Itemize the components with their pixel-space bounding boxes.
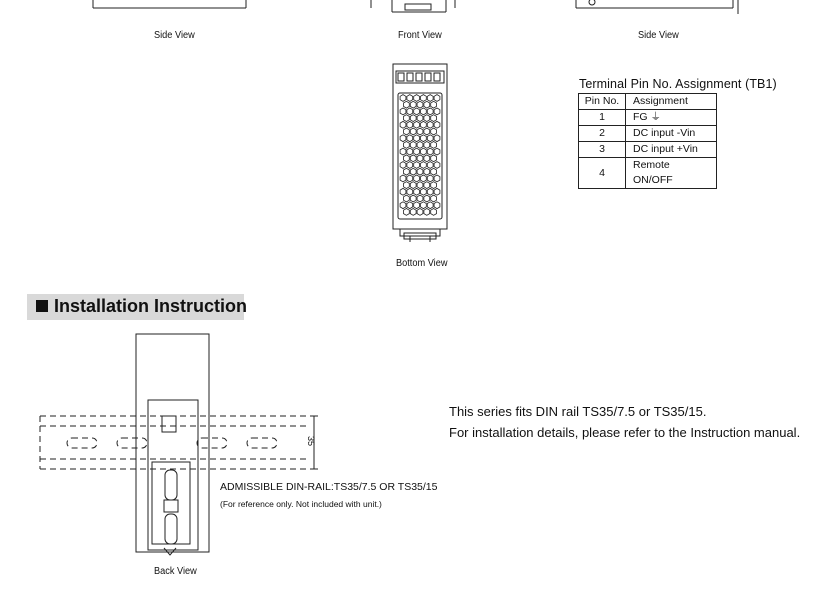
rail-reference-note: (For reference only. Not included with unit.) bbox=[220, 499, 382, 509]
vent-hole bbox=[434, 121, 440, 128]
vent-hole bbox=[431, 101, 437, 108]
back-view-caption: Back View bbox=[154, 566, 197, 577]
vent-hole bbox=[400, 148, 406, 155]
vent-hole bbox=[407, 121, 413, 128]
side-view-right-caption: Side View bbox=[638, 30, 679, 41]
vent-hole bbox=[431, 142, 437, 149]
vent-hole bbox=[427, 202, 433, 209]
vent-hole bbox=[424, 128, 430, 135]
din-rail-drawing bbox=[40, 416, 310, 469]
vent-hole bbox=[400, 108, 406, 115]
vent-hole bbox=[431, 128, 437, 135]
rail-dimension-label: 35 bbox=[306, 436, 316, 447]
vent-hole bbox=[431, 182, 437, 189]
vent-hole bbox=[431, 209, 437, 216]
vent-hole bbox=[417, 195, 423, 202]
vent-hole bbox=[424, 142, 430, 149]
vent-hole bbox=[427, 121, 433, 128]
vent-hole bbox=[407, 188, 413, 195]
front-view-drawing bbox=[371, 0, 455, 12]
header-assignment: Assignment bbox=[626, 94, 717, 110]
vent-hole bbox=[407, 95, 413, 102]
vent-hole bbox=[421, 202, 427, 209]
section-bullet-icon bbox=[36, 300, 48, 312]
vent-hole bbox=[421, 188, 427, 195]
vent-hole bbox=[407, 162, 413, 169]
vent-hole bbox=[404, 182, 410, 189]
table-row bbox=[579, 126, 717, 142]
vent-hole bbox=[410, 168, 416, 175]
vent-hole bbox=[407, 135, 413, 142]
vent-hole bbox=[404, 142, 410, 149]
vent-hole bbox=[400, 162, 406, 169]
vent-hole bbox=[434, 148, 440, 155]
vent-hole bbox=[424, 101, 430, 108]
header-pin-no: Pin No. bbox=[579, 94, 626, 110]
vent-hole bbox=[424, 195, 430, 202]
vent-hole bbox=[431, 115, 437, 122]
vent-hole bbox=[417, 168, 423, 175]
vent-hole bbox=[427, 135, 433, 142]
vent-hole bbox=[404, 209, 410, 216]
vent-hole bbox=[407, 175, 413, 182]
vent-hole bbox=[414, 108, 420, 115]
vent-hole bbox=[421, 95, 427, 102]
vent-hole bbox=[427, 188, 433, 195]
vent-hole bbox=[400, 188, 406, 195]
install-info-line2: For installation details, please refer to the Instruction manual. bbox=[449, 425, 801, 440]
vent-hole bbox=[427, 148, 433, 155]
vent-hole bbox=[404, 155, 410, 162]
section-title: Installation Instruction bbox=[54, 296, 248, 316]
vent-hole bbox=[414, 202, 420, 209]
side-view-left-caption: Side View bbox=[154, 30, 195, 41]
pin-table-title: Terminal Pin No. Assignment (TB1) bbox=[579, 77, 777, 91]
vent-hole bbox=[434, 188, 440, 195]
vent-hole bbox=[407, 202, 413, 209]
vent-hole bbox=[400, 121, 406, 128]
vent-hole bbox=[424, 155, 430, 162]
vent-hole bbox=[400, 95, 406, 102]
vent-hole bbox=[400, 175, 406, 182]
vent-hole bbox=[414, 121, 420, 128]
vent-hole bbox=[427, 95, 433, 102]
vent-hole bbox=[421, 121, 427, 128]
side-view-left-drawing bbox=[93, 0, 246, 8]
vent-hole bbox=[410, 209, 416, 216]
back-view-drawing bbox=[136, 334, 209, 555]
vent-hole bbox=[417, 142, 423, 149]
vent-hole bbox=[407, 108, 413, 115]
vent-hole bbox=[434, 95, 440, 102]
vent-hole bbox=[427, 162, 433, 169]
vent-hole bbox=[427, 175, 433, 182]
pin-cell: 3 bbox=[579, 142, 626, 158]
table-row bbox=[579, 110, 717, 126]
bottom-view-caption: Bottom View bbox=[396, 258, 448, 269]
assignment-cell: FG ⏚ bbox=[626, 110, 717, 126]
pin-cell: 1 bbox=[579, 110, 626, 126]
vent-hole bbox=[421, 162, 427, 169]
vent-hole bbox=[414, 135, 420, 142]
vent-hole bbox=[400, 202, 406, 209]
vent-hole bbox=[424, 209, 430, 216]
vent-hole bbox=[404, 115, 410, 122]
assignment-cell: DC input +Vin bbox=[626, 142, 717, 158]
vent-hole bbox=[410, 115, 416, 122]
vent-hole bbox=[434, 135, 440, 142]
vent-hole bbox=[410, 142, 416, 149]
install-info-line1: This series fits DIN rail TS35/7.5 or TS35/15. bbox=[449, 404, 707, 419]
vent-hole bbox=[417, 101, 423, 108]
vent-hole bbox=[410, 101, 416, 108]
vent-hole bbox=[410, 195, 416, 202]
side-view-right-drawing bbox=[576, 0, 738, 14]
vent-hole bbox=[421, 175, 427, 182]
assignment-cell: DC input -Vin bbox=[626, 126, 717, 142]
vent-hole bbox=[417, 128, 423, 135]
vent-hole bbox=[414, 188, 420, 195]
vent-hole bbox=[414, 95, 420, 102]
vent-hole bbox=[417, 155, 423, 162]
vent-hole bbox=[427, 108, 433, 115]
vent-hole bbox=[417, 209, 423, 216]
vent-hole bbox=[434, 175, 440, 182]
front-view-caption: Front View bbox=[398, 30, 442, 41]
table-row bbox=[579, 158, 717, 189]
vent-hole bbox=[424, 168, 430, 175]
vent-hole bbox=[434, 202, 440, 209]
vent-hole bbox=[414, 162, 420, 169]
vent-hole bbox=[424, 182, 430, 189]
vent-hole bbox=[421, 135, 427, 142]
vent-hole bbox=[414, 148, 420, 155]
vent-hole bbox=[410, 155, 416, 162]
vent-hole bbox=[424, 115, 430, 122]
vent-hole bbox=[434, 108, 440, 115]
pin-cell: 4 bbox=[579, 158, 626, 189]
vent-hole bbox=[400, 135, 406, 142]
vent-hole bbox=[431, 155, 437, 162]
vent-hole bbox=[407, 148, 413, 155]
vent-hole bbox=[410, 182, 416, 189]
vent-hole bbox=[410, 128, 416, 135]
vent-hole bbox=[431, 195, 437, 202]
vent-hole bbox=[417, 182, 423, 189]
pin-cell: 2 bbox=[579, 126, 626, 142]
bottom-view-drawing bbox=[393, 64, 447, 242]
table-row bbox=[579, 142, 717, 158]
vent-hole bbox=[404, 168, 410, 175]
vent-hole bbox=[417, 115, 423, 122]
pin-assignment-table bbox=[578, 93, 717, 189]
table-header-row bbox=[579, 94, 717, 110]
vent-hole bbox=[431, 168, 437, 175]
vent-hole bbox=[421, 108, 427, 115]
vent-hole bbox=[421, 148, 427, 155]
vent-hole bbox=[434, 162, 440, 169]
vent-hole bbox=[404, 128, 410, 135]
vent-hole bbox=[404, 195, 410, 202]
vent-hole bbox=[414, 175, 420, 182]
vent-hole bbox=[404, 101, 410, 108]
assignment-cell: Remote ON/OFF bbox=[626, 158, 717, 189]
admissible-rail-text: ADMISSIBLE DIN-RAIL:TS35/7.5 OR TS35/15 bbox=[220, 481, 438, 493]
